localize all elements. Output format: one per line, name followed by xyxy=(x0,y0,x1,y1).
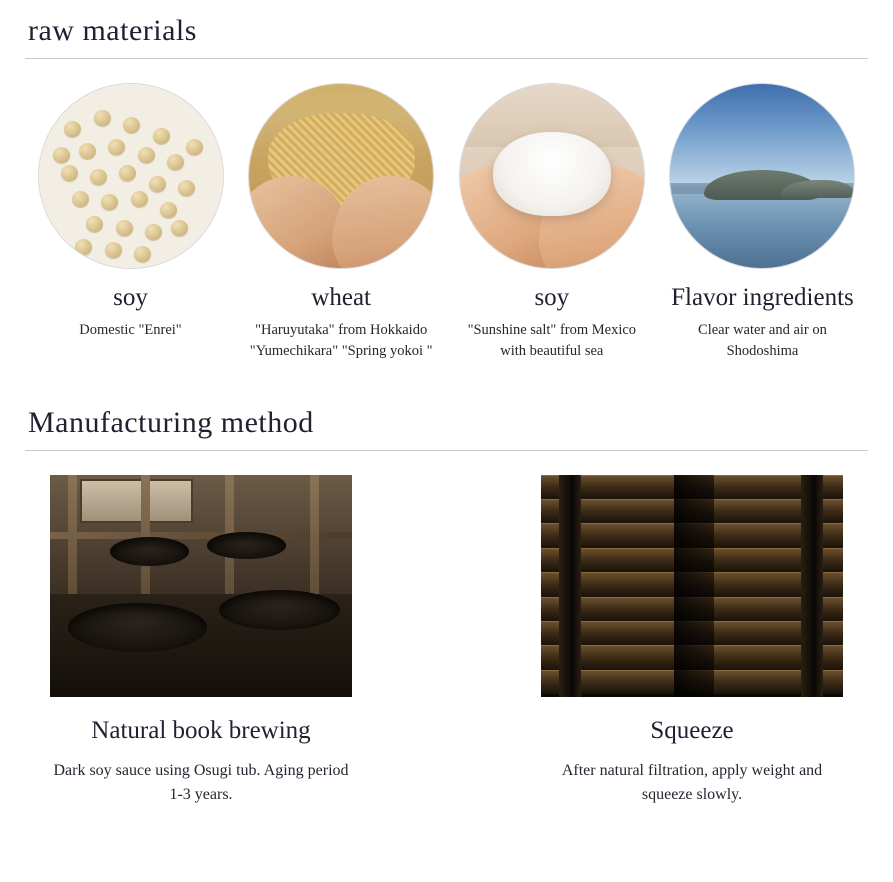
material-description: "Haruyutaka" from Hokkaido "Yumechikara" "Spring yokoi " xyxy=(249,321,433,359)
page-title-manufacturing-method: Manufacturing method xyxy=(28,405,314,439)
list-item xyxy=(50,475,352,807)
list-item xyxy=(541,475,843,807)
manufacturing-methods-list xyxy=(25,451,868,807)
soybeans-photo xyxy=(38,83,224,269)
material-name: soy xyxy=(113,284,148,311)
material-name: soy xyxy=(534,284,570,311)
material-name: Flavor ingredients xyxy=(671,284,854,311)
list-item xyxy=(665,83,860,362)
method-description: Dark soy sauce using Osugi tub. Aging period 1-3 years. xyxy=(53,761,349,803)
raw-materials-list xyxy=(25,59,868,362)
page-title-raw-materials: raw materials xyxy=(28,14,197,47)
brewery-vats-photo xyxy=(50,475,352,697)
press-planks-photo xyxy=(541,475,843,697)
sea-island-photo xyxy=(669,83,855,269)
method-name: Squeeze xyxy=(650,716,734,744)
wheat-in-hands-photo xyxy=(248,83,434,269)
method-name: Natural book brewing xyxy=(91,716,311,744)
salt-in-hands-photo xyxy=(459,83,645,269)
material-description: Domestic "Enrei" xyxy=(79,321,182,338)
list-item xyxy=(454,83,649,362)
material-name: wheat xyxy=(311,284,371,311)
material-description: "Sunshine salt" from Mexico with beautiful sea xyxy=(467,321,637,359)
method-description: After natural filtration, apply weight and squeeze slowly. xyxy=(561,761,823,803)
material-description: Clear water and air on Shodoshima xyxy=(698,321,827,359)
list-item xyxy=(244,83,439,362)
list-item xyxy=(33,83,228,341)
